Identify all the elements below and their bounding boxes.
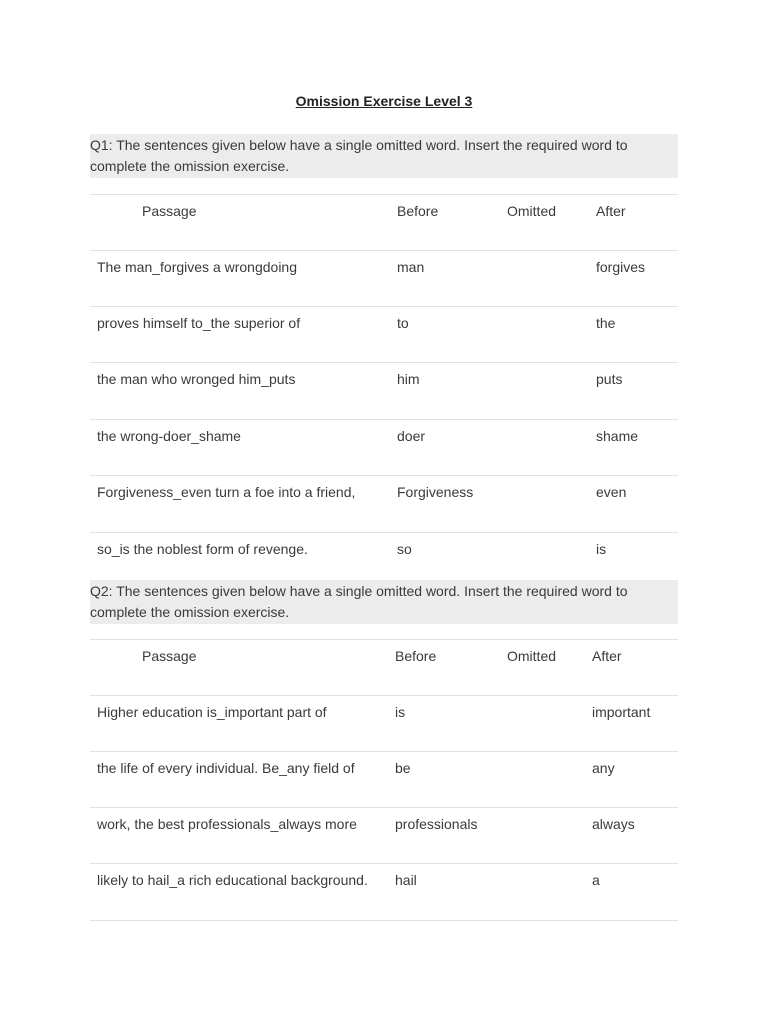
header-after: After [596,203,626,219]
table-row [90,696,678,752]
table-row [90,307,678,363]
passage-cell: The man_forgives a wrongdoing [97,259,298,275]
passage-cell: likely to hail_a rich educational background. [97,872,368,888]
header-passage: Passage [142,203,197,219]
passage-cell: Higher education is_important part of [97,704,327,720]
after-cell: forgives [596,259,646,275]
passage-cell: work, the best professionals_always more [97,816,357,832]
table-row [90,363,678,420]
passage-cell: Forgiveness_even turn a foe into a friend, [97,484,356,500]
after-cell: the [596,315,616,331]
table-header-row [90,640,678,696]
table-row [90,533,678,585]
header-before: Before [395,648,437,664]
table-row [90,752,678,808]
table-row [90,476,678,533]
after-cell: always [592,816,635,832]
before-cell: Forgiveness [397,484,474,500]
passage-cell: the man who wronged him_puts [97,371,296,387]
before-cell: man [397,259,425,275]
question-2: Q2: The sentences given below have a single omitted word. Insert the required word to complete the omission exercise. [90,580,678,624]
omission-table-1 [90,194,678,585]
before-cell: to [397,315,409,331]
passage-cell: the wrong-doer_shame [97,428,241,444]
omission-table-2 [90,639,678,921]
after-cell: a [592,872,600,888]
passage-cell: proves himself to_the superior of [97,315,301,331]
header-passage: Passage [142,648,197,664]
passage-cell: so_is the noblest form of revenge. [97,541,308,557]
table-row [90,808,678,864]
before-cell: be [395,760,411,776]
after-cell: even [596,484,627,500]
header-omitted: Omitted [507,648,557,664]
table-row [90,420,678,476]
before-cell: so [397,541,412,557]
header-omitted: Omitted [507,203,557,219]
table-row [90,251,678,307]
table-row [90,864,678,921]
question-1: Q1: The sentences given below have a single omitted word. Insert the required word to complete the omission exercise. [90,134,678,178]
before-cell: is [395,704,406,720]
header-before: Before [397,203,439,219]
after-cell: is [596,541,607,557]
page-title: Omission Exercise Level 3 [295,93,473,109]
after-cell: puts [596,371,623,387]
header-after: After [592,648,622,664]
after-cell: shame [596,428,639,444]
table-header-row [90,195,678,251]
before-cell: professionals [395,816,478,832]
before-cell: doer [397,428,426,444]
before-cell: hail [395,872,417,888]
before-cell: him [397,371,420,387]
passage-cell: the life of every individual. Be_any field of [97,760,355,776]
after-cell: any [592,760,615,776]
after-cell: important [592,704,651,720]
